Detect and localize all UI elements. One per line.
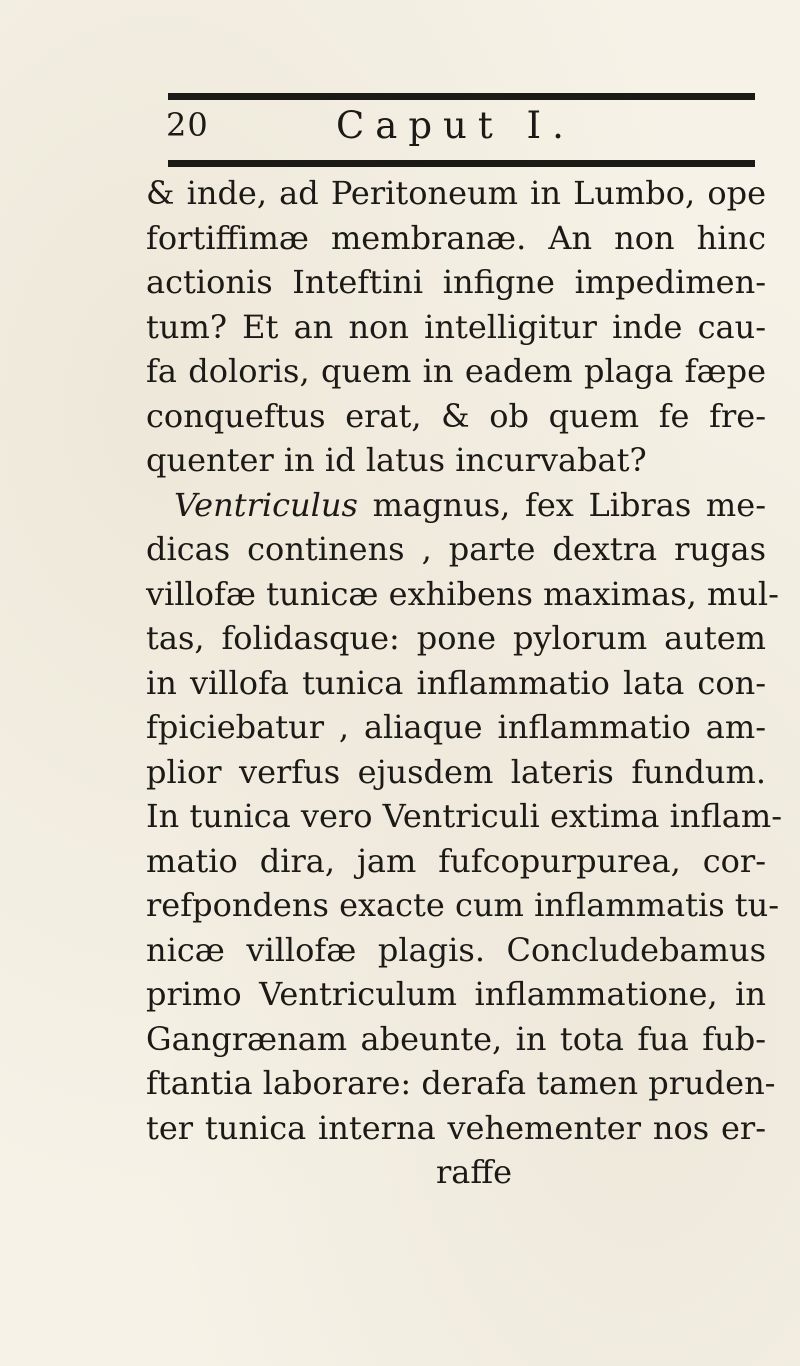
paragraph-start-line bbox=[146, 483, 766, 528]
text-line: tas, folidasque: pone pylorum autem bbox=[146, 619, 766, 657]
text-line: conqueftus erat, & ob quem fe fre- bbox=[146, 396, 766, 435]
text-line: plior verfus ejusdem lateris fundum. bbox=[146, 752, 766, 791]
text-line: ftantia laborare: derafa tamen pruden- bbox=[146, 1064, 776, 1102]
text-line: tum? Et an non intelligitur inde cau- bbox=[146, 307, 766, 346]
text-line: primo Ventriculum inflammatione, in bbox=[146, 975, 766, 1013]
text-line-rest: magnus, fex Libras me- bbox=[372, 485, 766, 524]
catchword: raffe bbox=[436, 1153, 513, 1191]
italic-term: Ventriculus bbox=[174, 485, 358, 524]
text-line: In tunica vero Ventriculi extima inflam- bbox=[146, 797, 783, 835]
text-line: ter tunica interna vehementer nos er- bbox=[146, 1108, 766, 1147]
body-text bbox=[146, 171, 783, 1195]
text-line: fortiffimæ membranæ. An non hinc bbox=[146, 218, 766, 257]
text-line: dicas continens , parte dextra rugas bbox=[146, 530, 766, 568]
page-number: 20 bbox=[166, 106, 209, 144]
text-line: in villofa tunica inflammatio lata con- bbox=[146, 663, 766, 702]
text-line: refpondens exacte cum inflammatis tu- bbox=[146, 886, 780, 924]
text-line: fpiciebatur , aliaque inflammatio am- bbox=[146, 708, 766, 746]
text-line: Gangrænam abeunte, in tota fua fub- bbox=[146, 1019, 766, 1058]
text-line: villofæ tunicæ exhibens maximas, mul- bbox=[146, 574, 779, 613]
text-line: fa doloris, quem in eadem plaga fæpe bbox=[146, 352, 766, 390]
text-line: quenter in id latus incurvabat? bbox=[146, 441, 647, 479]
text-line: nicæ villofæ plagis. Concludebamus bbox=[146, 930, 766, 969]
text-line: & inde, ad Peritoneum in Lumbo, ope bbox=[146, 174, 766, 212]
running-head bbox=[166, 104, 766, 154]
header-rule-top bbox=[168, 93, 755, 100]
chapter-title: Caput I. bbox=[336, 104, 575, 147]
text-line: actionis Inteftini infigne impedimen- bbox=[146, 263, 766, 301]
header-rule-bottom bbox=[168, 160, 755, 167]
text-line: matio dira, jam fufcopurpurea, cor- bbox=[146, 841, 766, 880]
